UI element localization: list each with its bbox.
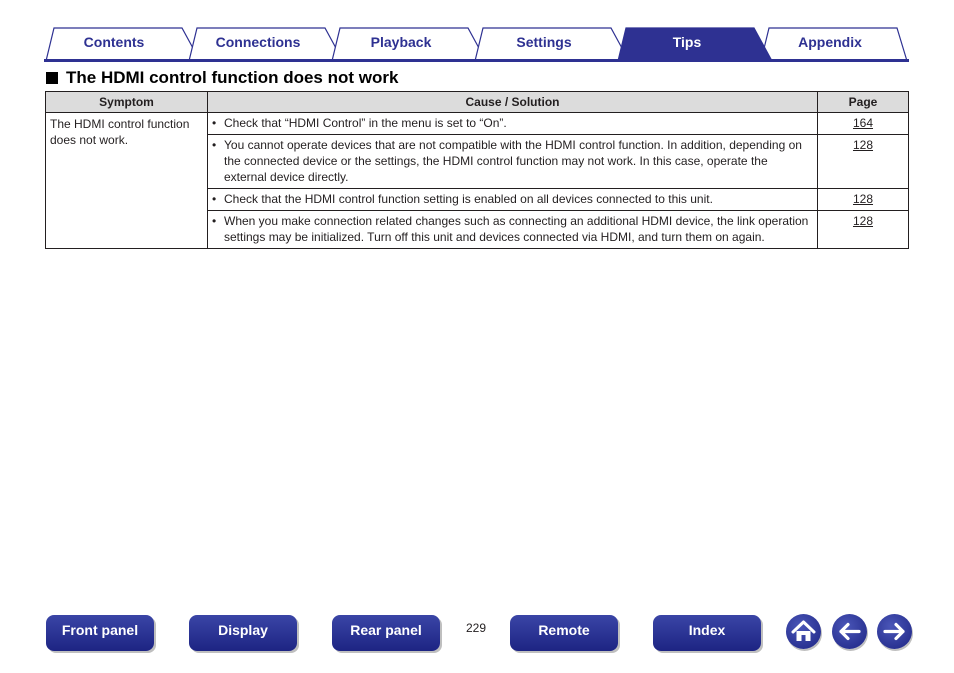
home-button[interactable] xyxy=(786,614,821,649)
table-header-row xyxy=(46,92,909,113)
bullet: • xyxy=(212,214,217,228)
cause-cell xyxy=(208,189,818,211)
section-heading xyxy=(46,68,398,88)
tab-settings[interactable]: Settings xyxy=(516,34,572,50)
header-cause: Cause / Solution xyxy=(208,92,818,113)
page-link[interactable]: 128 xyxy=(852,138,874,152)
arrow-left-icon xyxy=(832,614,867,649)
section-heading-text: The HDMI control function does not work xyxy=(66,68,399,87)
tab-baseline xyxy=(44,59,909,62)
symptom-cell: The HDMI control function does not work. xyxy=(46,113,208,249)
table-row xyxy=(46,113,909,135)
remote-button[interactable]: Remote xyxy=(510,615,618,651)
header-symptom: Symptom xyxy=(46,92,208,113)
index-button[interactable]: Index xyxy=(653,615,761,651)
cause-text: Check that the HDMI control function setting is enabled on all devices connected to this unit. xyxy=(224,192,713,206)
page-cell xyxy=(818,189,909,211)
back-button[interactable] xyxy=(832,614,867,649)
rear-panel-button[interactable]: Rear panel xyxy=(332,615,440,651)
page-cell xyxy=(818,135,909,189)
page-cell xyxy=(818,113,909,135)
bullet: • xyxy=(212,116,217,130)
page-cell xyxy=(818,211,909,249)
home-icon xyxy=(786,614,821,649)
tab-playback[interactable]: Playback xyxy=(370,34,432,50)
cause-text: Check that “HDMI Control” in the menu is set to “On”. xyxy=(224,116,507,130)
bullet: • xyxy=(212,138,217,152)
forward-button[interactable] xyxy=(877,614,912,649)
troubleshooting-table xyxy=(45,91,909,249)
display-button[interactable]: Display xyxy=(189,615,297,651)
arrow-right-icon xyxy=(877,614,912,649)
cause-cell xyxy=(208,113,818,135)
header-page: Page xyxy=(818,92,909,113)
tab-contents[interactable]: Contents xyxy=(83,34,145,50)
tab-tips[interactable]: Tips xyxy=(672,34,702,50)
front-panel-button[interactable]: Front panel xyxy=(46,615,154,651)
cause-text: You cannot operate devices that are not compatible with the HDMI control function. In addition, depending on the connected device or the settings, the HDMI control function may not work. In this case, operate the external device directly. xyxy=(224,138,802,184)
page-link[interactable]: 128 xyxy=(852,192,874,206)
cause-text: When you make connection related changes such as connecting an additional HDMI device, the link operation settings may be initialized. Turn off this unit and devices connected via HDMI, and turn them on again. xyxy=(224,214,809,244)
bullet: • xyxy=(212,192,217,206)
tab-appendix[interactable]: Appendix xyxy=(798,34,862,50)
page-number: 229 xyxy=(466,621,487,635)
page-link[interactable]: 164 xyxy=(852,116,874,130)
heading-square-icon xyxy=(46,72,58,84)
cause-cell xyxy=(208,211,818,249)
tab-connections[interactable]: Connections xyxy=(215,34,301,50)
cause-cell xyxy=(208,135,818,189)
top-tab-bar xyxy=(44,27,909,63)
page-link[interactable]: 128 xyxy=(852,214,874,228)
